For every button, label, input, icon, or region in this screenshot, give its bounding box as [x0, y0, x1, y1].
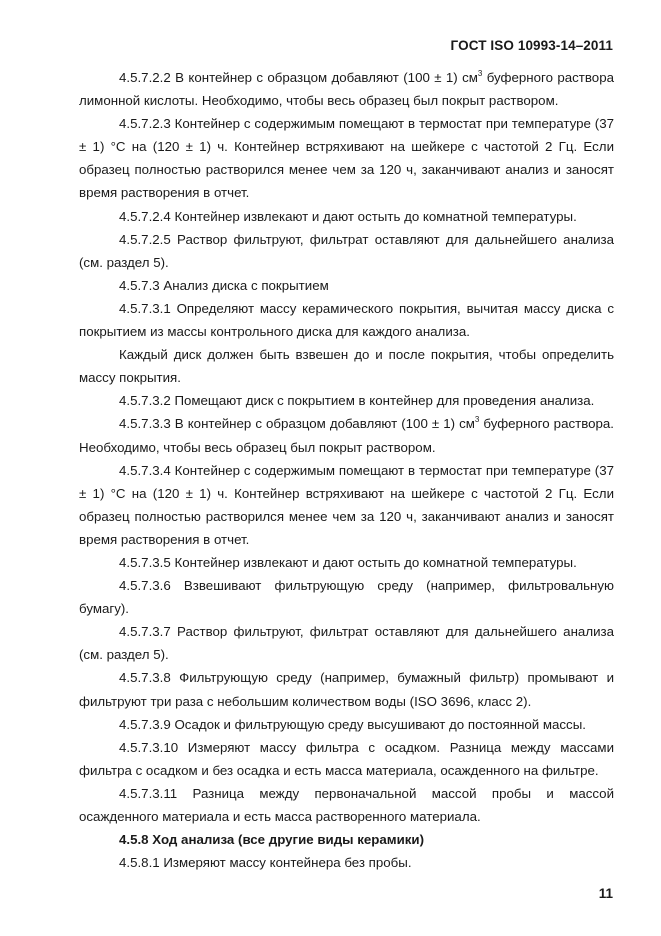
paragraph: 4.5.7.2.2 В контейнер с образцом добавляют (100 ± 1) $см^3$ буферного раствора лимонной кислоты. Необходимо, чтобы весь образец был покрыт раствором.: [79, 69, 614, 109]
page-number: 11: [598, 886, 613, 901]
paragraph: 4.5.7.3.5 Контейнер извлекают и дают остыть до комнатной температуры.: [119, 554, 577, 570]
paragraph: 4.5.8.1 Измеряют массу контейнера без пробы.: [119, 855, 412, 871]
paragraph: 4.5.7.3.6 Взвешивают фильтрующую среду (например, фильтровальную бумагу).: [79, 578, 614, 617]
section-heading: 4.5.8 Ход анализа (все другие виды керамики): [119, 832, 425, 848]
paragraph: 4.5.7.3.2 Помещают диск с покрытием в контейнер для проведения анализа.: [119, 393, 595, 409]
paragraph: 4.5.7.2.5 Раствор фильтруют, фильтрат оставляют для дальнейшего анализа (см. раздел 5).: [79, 231, 614, 270]
paragraph: 4.5.7.3.8 Фильтрующую среду (например, бумажный фильтр) промывают и фильтруют три раза с небольшим количеством воды (ISO 3696, класс 2).: [79, 670, 614, 709]
paragraph: 4.5.7.2.4 Контейнер извлекают и дают остыть до комнатной температуры.: [119, 208, 577, 224]
paragraph: 4.5.7.3.9 Осадок и фильтрующую среду высушивают до постоянной массы.: [119, 716, 586, 732]
paragraph: 4.5.7.3.1 Определяют массу керамического покрытия, вычитая массу диска с покрытием из массы контрольного диска для каждого анализа.: [79, 300, 614, 340]
document-body: [79, 66, 614, 874]
paragraph: 4.5.7.3.4 Контейнер с содержимым помещают в термостат при температуре (37 ± 1) °С на (120 ± 1) ч. Контейнер встряхивают на шейкере с частотой 2 Гц. Если образец полностью растворился менее чем за 120 ч, заканчивают анализ и заносят время растворения в отчет.: [79, 462, 614, 547]
superscript: 3: [477, 69, 483, 78]
paragraph: 4.5.7.2.3 Контейнер с содержимым помещают в термостат при температуре (37 ± 1) °С на (120 ± 1) ч. Контейнер встряхивают на шейкере с частотой 2 Гц. Если образец полностью растворился менее чем за 120 ч, заканчивают анализ и заносят время растворения в отчет.: [79, 116, 614, 201]
paragraph: 4.5.7.3.11 Разница между первоначальной массой пробы и массой осажденного материала и есть масса растворенного материала.: [79, 785, 614, 824]
paragraph: 4.5.7.3.10 Измеряют массу фильтра с осадком. Разница между массами фильтра с осадком и без осадка и есть масса материала, осажденного на фильтре.: [79, 739, 614, 778]
subsection-heading: 4.5.7.3 Анализ диска с покрытием: [119, 277, 329, 293]
superscript: 3: [474, 415, 480, 425]
paragraph: Каждый диск должен быть взвешен до и после покрытия, чтобы определить массу покрытия.: [79, 347, 614, 386]
document-header: ГОСТ ISO 10993-14–2011: [450, 38, 613, 53]
paragraph: 4.5.7.3.3 В контейнер с образцом добавляют (100 ± 1) $см^3$ буферного раствора. Необходимо, чтобы весь образец был покрыт раствором.: [79, 415, 614, 455]
paragraph: 4.5.7.3.7 Раствор фильтруют, фильтрат оставляют для дальнейшего анализа (см. раздел 5).: [79, 624, 614, 663]
